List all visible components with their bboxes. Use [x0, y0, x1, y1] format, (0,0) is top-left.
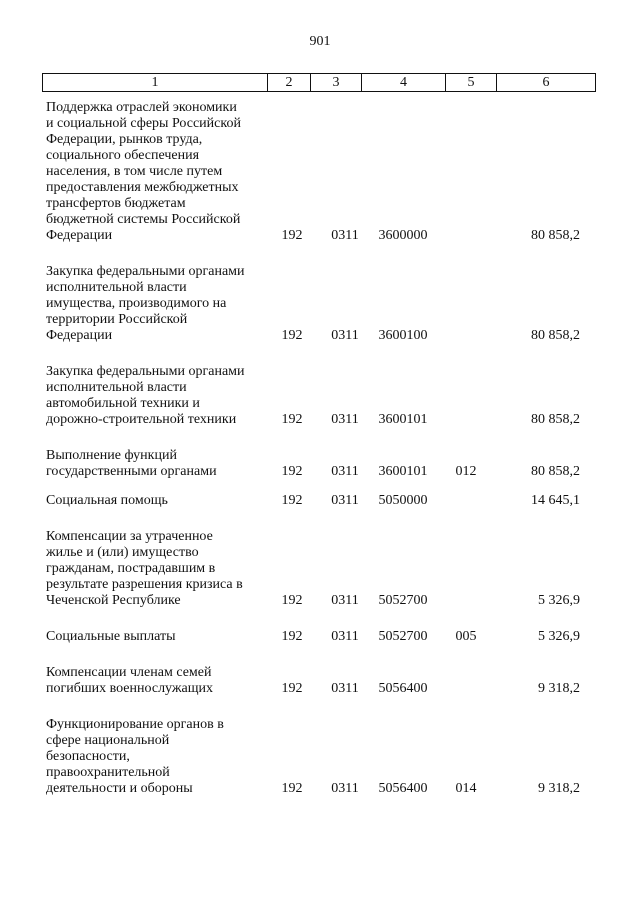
cell-c3: 0311: [331, 681, 359, 696]
cell-c4: 3600101: [378, 464, 428, 479]
description-line: и социальной сферы Российской: [46, 116, 241, 131]
row-description: [46, 665, 264, 697]
cell-c2: 192: [281, 228, 303, 243]
table-row: [0, 100, 640, 244]
description-line: Компенсации за утраченное: [46, 529, 213, 544]
row-description: [46, 448, 264, 480]
description-line: деятельности и обороны: [46, 781, 193, 796]
description-line: трансфертов бюджетам: [46, 196, 186, 211]
cell-c4: 5052700: [378, 629, 428, 644]
column-header-1: 1: [43, 74, 268, 92]
table-row: [0, 529, 640, 609]
description-line: правоохранительной: [46, 765, 170, 780]
cell-c5: 014: [455, 781, 477, 796]
cell-c3: 0311: [331, 629, 359, 644]
table-row: [0, 364, 640, 428]
cell-c3: 0311: [331, 781, 359, 796]
table-row: [0, 493, 640, 509]
row-description: [46, 364, 264, 428]
description-line: исполнительной власти: [46, 280, 187, 295]
description-line: погибших военнослужащих: [46, 681, 214, 696]
description-line: Функционирование органов в: [46, 717, 224, 732]
description-line: результате разрешения кризиса в: [46, 577, 243, 592]
column-header-table: [42, 73, 596, 92]
description-line: Федерации: [46, 328, 113, 343]
row-description: [46, 264, 264, 344]
cell-c3: 0311: [331, 228, 359, 243]
description-line: автомобильной техники и: [46, 396, 200, 411]
cell-c4: 5052700: [378, 593, 428, 608]
column-header-5: 5: [446, 74, 497, 92]
cell-c6: 14 645,1: [531, 493, 580, 508]
description-line: безопасности,: [46, 749, 130, 764]
description-line: исполнительной власти: [46, 380, 187, 395]
description-line: сфере национальной: [46, 733, 170, 748]
cell-c2: 192: [281, 412, 303, 427]
description-line: Чеченской Республике: [46, 593, 181, 608]
cell-c3: 0311: [331, 328, 359, 343]
description-line: гражданам, пострадавшим в: [46, 561, 216, 576]
column-header-6: 6: [497, 74, 596, 92]
table-row: [0, 264, 640, 344]
cell-c6: 80 858,2: [531, 412, 580, 427]
description-line: Федерации: [46, 228, 113, 243]
description-line: Социальная помощь: [46, 493, 168, 508]
cell-c6: 9 318,2: [538, 681, 580, 696]
row-description: [46, 493, 264, 509]
row-description: [46, 717, 264, 797]
description-line: Выполнение функций: [46, 448, 177, 463]
cell-c6: 80 858,2: [531, 328, 580, 343]
description-line: бюджетной системы Российской: [46, 212, 241, 227]
description-line: территории Российской: [46, 312, 188, 327]
description-line: Федерации, рынков труда,: [46, 132, 203, 147]
description-line: имущества, производимого на: [46, 296, 227, 311]
page-number: 901: [309, 34, 331, 49]
cell-c3: 0311: [331, 464, 359, 479]
cell-c4: 3600000: [378, 228, 428, 243]
description-line: предоставления межбюджетных: [46, 180, 239, 195]
cell-c5: 012: [455, 464, 477, 479]
cell-c3: 0311: [331, 493, 359, 508]
cell-c2: 192: [281, 493, 303, 508]
cell-c2: 192: [281, 464, 303, 479]
column-header-3: 3: [311, 74, 362, 92]
description-line: Социальные выплаты: [46, 629, 176, 644]
description-line: Закупка федеральными органами: [46, 364, 245, 379]
cell-c4: 3600101: [378, 412, 428, 427]
table-row: [0, 665, 640, 697]
cell-c3: 0311: [331, 593, 359, 608]
cell-c2: 192: [281, 629, 303, 644]
cell-c3: 0311: [331, 412, 359, 427]
description-line: Компенсации членам семей: [46, 665, 212, 680]
column-header-2: 2: [268, 74, 311, 92]
description-line: государственными органами: [46, 464, 217, 479]
cell-c4: 3600100: [378, 328, 428, 343]
row-description: [46, 529, 264, 609]
cell-c6: 9 318,2: [538, 781, 580, 796]
cell-c4: 5056400: [378, 781, 428, 796]
row-description: [46, 100, 264, 244]
cell-c6: 5 326,9: [538, 629, 580, 644]
column-header-4: 4: [362, 74, 446, 92]
cell-c6: 80 858,2: [531, 464, 580, 479]
cell-c2: 192: [281, 593, 303, 608]
description-line: дорожно-строительной техники: [46, 412, 237, 427]
cell-c6: 5 326,9: [538, 593, 580, 608]
description-line: населения, в том числе путем: [46, 164, 223, 179]
cell-c2: 192: [281, 681, 303, 696]
cell-c4: 5056400: [378, 681, 428, 696]
description-line: Закупка федеральными органами: [46, 264, 245, 279]
table-row: [0, 448, 640, 480]
cell-c6: 80 858,2: [531, 228, 580, 243]
table-row: [0, 629, 640, 645]
description-line: жилье и (или) имущество: [46, 545, 199, 560]
description-line: Поддержка отраслей экономики: [46, 100, 237, 115]
cell-c2: 192: [281, 781, 303, 796]
cell-c2: 192: [281, 328, 303, 343]
cell-c4: 5050000: [378, 493, 428, 508]
row-description: [46, 629, 264, 645]
cell-c5: 005: [455, 629, 477, 644]
description-line: социального обеспечения: [46, 148, 200, 163]
table-row: [0, 717, 640, 797]
